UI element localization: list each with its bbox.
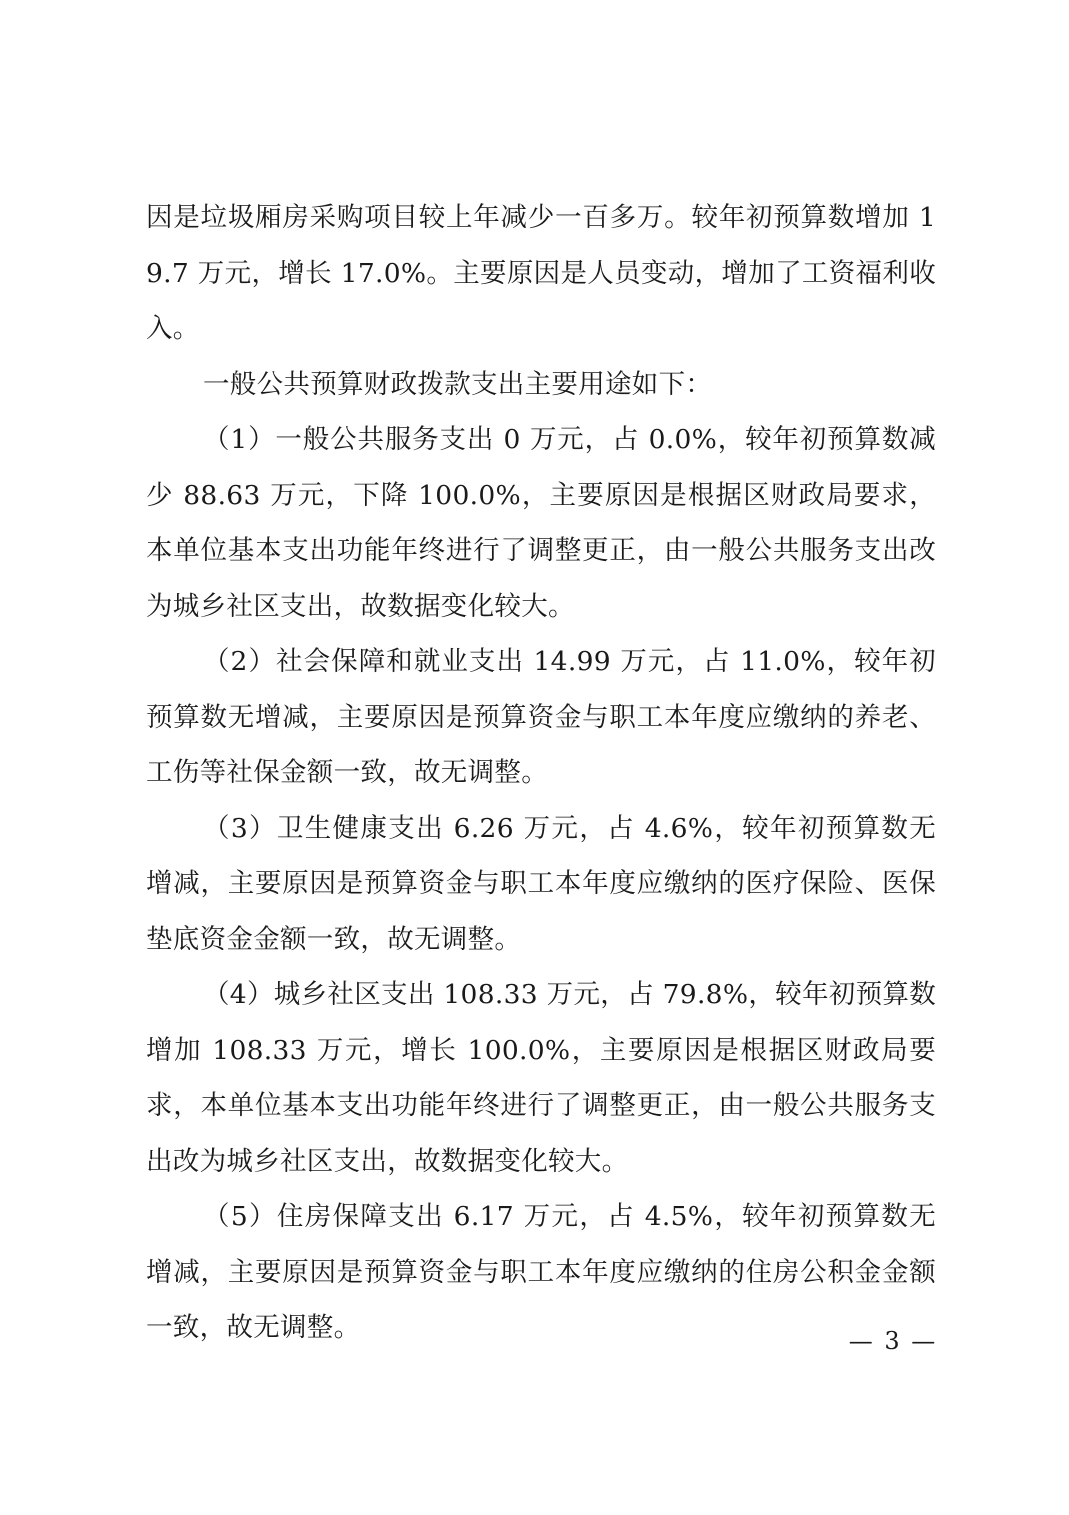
- paragraph-item-3-health: （3）卫生健康支出 6.26 万元，占 4.6%，较年初预算数无增减，主要原因是预算资金与职工本年度应缴纳的医疗保险、医保垫底资金金额一致，故无调整。: [146, 812, 936, 955]
- document-body: [146, 190, 936, 1356]
- paragraph-expenditure-intro: 一般公共预算财政拨款支出主要用途如下：: [203, 368, 713, 400]
- paragraph-item-2-social-security: （2）社会保障和就业支出 14.99 万元，占 11.0%，较年初预算数无增减，主要原因是预算资金与职工本年度应缴纳的养老、工伤等社保金额一致，故无调整。: [146, 646, 936, 788]
- paragraph-continuation: 因是垃圾厢房采购项目较上年减少一百多万。较年初预算数增加 19.7 万元，增长 17.0%。主要原因是人员变动，增加了工资福利收入。: [146, 202, 936, 344]
- paragraph-item-4-urban-rural-community: （4）城乡社区支出 108.33 万元，占 79.8%，较年初预算数增加 108.33 万元，增长 100.0%，主要原因是根据区财政局要求，本单位基本支出功能年终进行了调整更正，由一般公共服务支出改为城乡社区支出，故数据变化较大。: [146, 979, 936, 1177]
- page-number: — 3 —: [848, 1327, 938, 1355]
- paragraph-item-5-housing-security: （5）住房保障支出 6.17 万元，占 4.5%，较年初预算数无增减，主要原因是预算资金与职工本年度应缴纳的住房公积金金额一致，故无调整。: [146, 1201, 936, 1343]
- paragraph-item-1-general-public-services: （1）一般公共服务支出 0 万元，占 0.0%，较年初预算数减少 88.63 万元，下降 100.0%，主要原因是根据区财政局要求，本单位基本支出功能年终进行了调整更正，由一般公共服务支出改为城乡社区支出，故数据变化较大。: [146, 424, 936, 622]
